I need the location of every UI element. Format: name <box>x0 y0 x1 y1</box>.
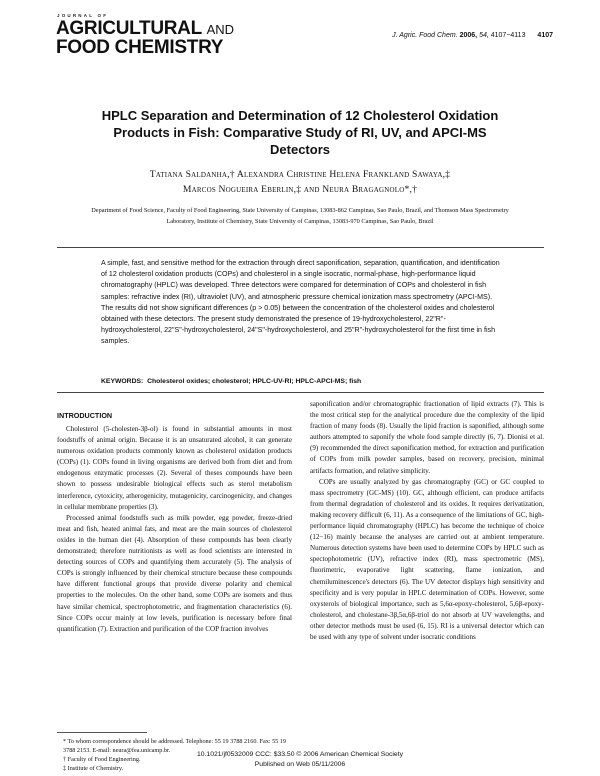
publication-info <box>100 750 500 769</box>
journal-logo <box>56 19 234 39</box>
journal-logo-line1: AGRICULTURAL <box>56 18 202 39</box>
citation-pages: 4107−4113 <box>490 32 526 39</box>
published-date: Published on Web 05/11/2006 <box>254 760 346 768</box>
footnote-rule <box>57 732 147 733</box>
citation-journal: J. Agric. Food Chem. <box>392 32 458 39</box>
journal-logo-line2: FOOD CHEMISTRY <box>56 37 224 58</box>
abstract-bottom-rule <box>57 392 544 393</box>
right-column <box>310 399 544 643</box>
page-number: 4107 <box>537 32 553 39</box>
abstract-top-rule <box>57 247 544 248</box>
authors-line-1: Tatiana Saldanha,† Alexandra Christine Helena Frankland Sawaya,‡ <box>149 169 451 180</box>
keywords-list: Cholesterol oxides; cholesterol; HPLC-UV-RI; HPLC-APCI-MS; fish <box>147 378 362 385</box>
journal-logo-and: AND <box>206 22 235 37</box>
keywords <box>101 377 501 387</box>
journal-logo-prefix: JOURNAL OF <box>57 13 109 18</box>
abstract: A simple, fast, and sensitive method for the extraction through direct saponification, separation, quantification, and identification of 12 cholesterol oxidation products (COPs) and cholesterol in a single isocratic, normal-phase, high-performance liquid chromatography (HPLC) was developed. Three detectors were compared for determination of COPs and cholesterol in fish samples: refractive index (RI), ultraviolet (UV), and atmospheric pressure chemical ionization mass spectrometry (APCI-MS). The results did not show significant differences (p > 0.05) between the concentration of the cholesterol oxides and cholesterol obtained with these detectors. The present study demonstrated the presence of 19-hydroxycholesterol, 22"R"-hydroxycholesterol, 22"S"-hydroxycholesterol, 24"S"-hydroxycholesterol, and 25"R"-hydroxycholesterol for the first time in fish samples. <box>101 259 500 346</box>
introduction-heading: INTRODUCTION <box>57 411 113 420</box>
doi-line: 10.1021/jf0532009 CCC: $33.50 © 2006 American Chemical Society <box>196 751 404 758</box>
authors-line-2: Marcos Nogueira Eberlin,‡ and Neura Bragagnolo*,† <box>182 184 418 195</box>
citation-volume: 54, <box>479 32 489 39</box>
citation-header <box>392 32 553 39</box>
footnote-dagger: † Faculty of Food Engineering. <box>63 756 141 763</box>
left-column <box>57 410 292 635</box>
body-paragraph: saponification and/or chromatographic fractionation of lipid extracts (7). This is the most critical step for the analytical procedure due the complexity of the lipid fraction of many foods (8). Usually the lipid fraction is saponified, although some authors attempted to saponify the whole food sample directly (6, 7). Dionisi et al. (9) recommended the direct saponification method, for extraction and purification of COPs from milk powder samples, based on recovery, precision, minimal artifacts formation, and relative simplicity. <box>310 400 544 475</box>
author-list <box>90 167 510 197</box>
footnote-correspondence: * To whom correspondence should be addressed. Telephone: 55 19 3788 2160. Fax: 55 19 3788 2153. E-mail: neura@fea.unicamp.br. <box>63 738 286 754</box>
citation-year: 2006, <box>459 32 478 39</box>
affiliation: Department of Food Science, Faculty of Food Engineering, State University of Campinas, 13083-862 Campinas, Sao Paulo, Brazil, and Thomson Mass Spectrometry Laboratory, Institute of Chemistry, State University of Campinas, 13083-970 Campinas, Sao Paulo, Brazil <box>91 207 509 225</box>
body-paragraph: COPs are usually analyzed by gas chromatography (GC) or GC coupled to mass spectrometry (GC-MS) (10). GC, although efficient, can produce artifacts from thermal degradation of cholesterol and its oxides. It requires derivatization, making recovery difficult (6, 11). As a consequence of the limitations of GC, high-performance liquid chromatography (HPLC) has become the technique of choice (12−16) mainly because the analyses are carried out at ambient temperature. Numerous detection systems have been used to determine COPs by HPLC such as spectophotometric (UV), refractive index (RI), mass spectrometric (MS), fluorimetric, evaporative light scattering, flame ionization, and chemiluminescence's detectors (6). The UV detector displays high sensitivity and specificity and is very popular in HPLC determination of COPs. However, some oxysterols of biological importance, such as 5,6α-epoxy-cholesterol, 5,6β-epoxy-cholesterol, and cholestane-3β,5α,6β-triol do not absorb at UV wavelengths, and other detector methods must be used (6, 15). RI is a universal detector which can be used with any type of solvent under isocratic conditions <box>310 477 544 641</box>
footnote-double-dagger: ‡ Institute of Chemistry. <box>63 765 124 772</box>
body-paragraph: Processed animal foodstuffs such as milk powder, egg powder, freeze-dried meat and fish, heated animal fats, and meat are the main sources of cholesterol oxides in the human diet (4). Absorption of these compounds has been clearly demonstrated; therefore nutritionists as well as food scientists are interested in detecting sources of COPs and quantifying them accurately (5). The analysis of COPs is strongly influenced by their chemical structure because these compounds have different functional groups that provide diverse polarity and chemical properties to the molecules. On the other hand, some COPs are isomers and thus have similar chemical, spectrophotometric, and fragmentation characteristics (6). Since COPs occur mainly at low levels, purification is necessary before final quantification (7). Extraction and purification of the COP fraction involves <box>57 513 292 633</box>
body-paragraph: Cholesterol (5-cholesten-3β-ol) is found in substantial amounts in most foodstuffs of animal origin. Because it is an unsaturated alcohol, it can generate numerous oxidation products commonly known as cholesterol oxidation products (COPs) (1). COPs found in living organisms are derived both from diet and from endogenous enzymatic processes (2). Several of theses compounds have been shown to possess undesirable biological effects such as sterol metabolism interference, cytoxicity, atherogenicity, mutagenicity, carcinogenicity, and changes in cellular membrane properties (3). <box>57 425 292 511</box>
article-title: HPLC Separation and Determination of 12 Cholesterol Oxidation Products in Fish: Comparative Study of RI, UV, and APCI-MS Detectors <box>101 108 499 157</box>
keywords-label: KEYWORDS: <box>101 378 144 385</box>
